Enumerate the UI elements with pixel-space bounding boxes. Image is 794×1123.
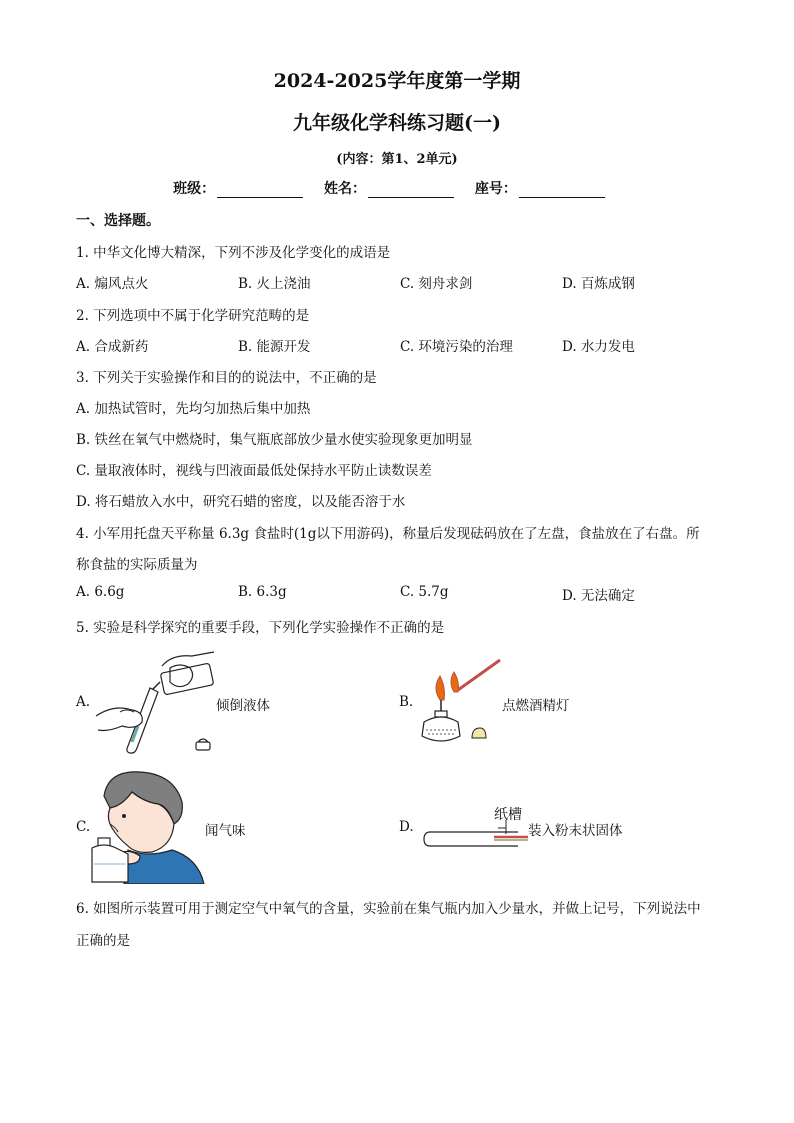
q5-option-c-caption: 闻气味 xyxy=(205,823,246,839)
pouring-liquid-illustration xyxy=(92,646,222,756)
question-5-stem: 5. 实验是科学探究的重要手段，下列化学实验操作不正确的是 xyxy=(76,620,445,636)
q5-option-b-letter: B. xyxy=(399,694,414,710)
q5-option-d-letter: D. xyxy=(399,819,414,835)
question-1-stem: 1. 中华文化博大精深，下列不涉及化学变化的成语是 xyxy=(76,245,391,261)
q3-option-c: C. 量取液体时，视线与凹液面最低处保持水平防止读数误差 xyxy=(76,463,432,479)
seat-blank[interactable] xyxy=(519,183,605,198)
seat-label: 座号： xyxy=(474,181,517,197)
q5-option-a-caption: 倾倒液体 xyxy=(216,698,270,714)
question-3-stem: 3. 下列关于实验操作和目的的说法中，不正确的是 xyxy=(76,370,377,386)
class-label: 班级： xyxy=(173,181,216,197)
q4-option-c: C. 5.7g xyxy=(400,584,449,600)
q2-option-b: B. 能源开发 xyxy=(238,339,311,355)
q5-option-a-letter: A. xyxy=(76,694,91,710)
exam-scope: (内容：第1、2单元) xyxy=(336,152,458,167)
alcohol-lamp-illustration xyxy=(414,656,504,748)
question-2-stem: 2. 下列选项中不属于化学研究范畴的是 xyxy=(76,308,310,324)
q1-option-c: C. 刻舟求剑 xyxy=(400,276,473,292)
powder-loading-illustration xyxy=(420,820,528,850)
smelling-gas-illustration xyxy=(88,766,206,884)
class-blank[interactable] xyxy=(217,183,303,198)
q1-option-d: D. 百炼成钢 xyxy=(562,276,635,292)
q1-option-b: B. 火上浇油 xyxy=(238,276,311,292)
name-blank[interactable] xyxy=(368,183,454,198)
question-4-stem-line1: 4. 小军用托盘天平称量 6.3g 食盐时(1g以下用游码)，称量后发现砝码放在了左盘，食盐放在了右盘。所 xyxy=(76,526,700,542)
q2-option-c: C. 环境污染的治理 xyxy=(400,339,513,355)
name-label: 姓名： xyxy=(324,181,366,197)
q1-option-a: A. 煽风点火 xyxy=(76,276,149,292)
exam-title: 2024-2025学年度第一学期 xyxy=(273,70,521,92)
q4-option-d: D. 无法确定 xyxy=(562,588,635,604)
student-info-line xyxy=(0,178,794,198)
q3-option-d: D. 将石蜡放入水中，研究石蜡的密度，以及能否溶于水 xyxy=(76,494,406,510)
question-6-stem-line1: 6. 如图所示装置可用于测定空气中氧气的含量，实验前在集气瓶内加入少量水，并做上记号，下列说法中 xyxy=(76,901,701,917)
q3-option-a: A. 加热试管时，先均匀加热后集中加热 xyxy=(76,401,311,417)
q4-option-a: A. 6.6g xyxy=(76,584,125,600)
q5-option-c-letter: C. xyxy=(76,819,91,835)
section-heading: 一、选择题。 xyxy=(76,213,160,229)
q3-option-b: B. 铁丝在氧气中燃烧时，集气瓶底部放少量水使实验现象更加明显 xyxy=(76,432,473,448)
question-6-stem-line2: 正确的是 xyxy=(76,933,130,949)
q4-option-b: B. 6.3g xyxy=(238,584,287,600)
q5-option-b-caption: 点燃酒精灯 xyxy=(502,698,570,714)
question-4-stem-line2: 称食盐的实际质量为 xyxy=(76,557,198,573)
q2-option-a: A. 合成新药 xyxy=(76,339,149,355)
exam-subtitle: 九年级化学科练习题(一) xyxy=(293,112,501,134)
paper-trough-label: 纸槽 xyxy=(494,807,522,823)
q5-option-d-caption: 装入粉末状固体 xyxy=(528,823,623,839)
q2-option-d: D. 水力发电 xyxy=(562,339,635,355)
